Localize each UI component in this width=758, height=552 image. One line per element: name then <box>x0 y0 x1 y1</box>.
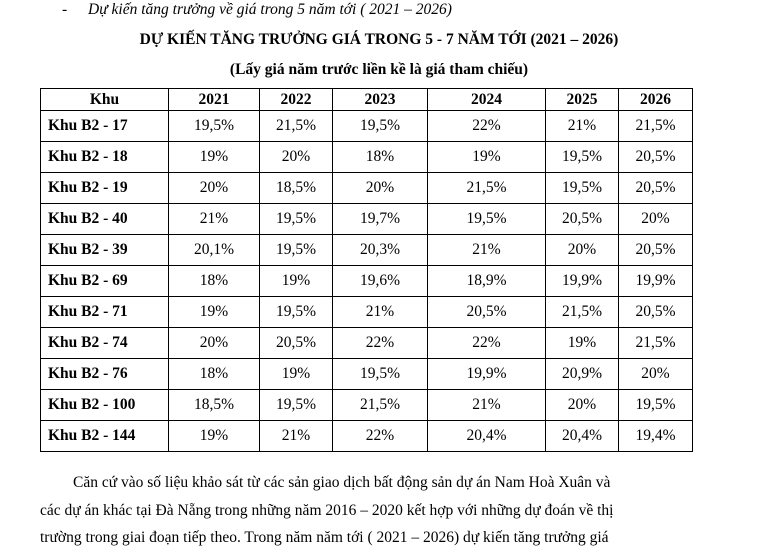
value-cell: 19% <box>546 328 619 359</box>
zone-cell: Khu B2 - 144 <box>41 421 169 452</box>
value-cell: 21% <box>546 111 619 142</box>
table-row <box>41 142 693 173</box>
value-cell: 20,5% <box>260 328 333 359</box>
table-row <box>41 390 693 421</box>
value-cell: 18,5% <box>260 173 333 204</box>
zone-cell: Khu B2 - 40 <box>41 204 169 235</box>
value-cell: 20% <box>169 328 260 359</box>
zone-cell: Khu B2 - 76 <box>41 359 169 390</box>
value-cell: 21% <box>333 297 428 328</box>
header-cell: 2022 <box>260 89 333 111</box>
value-cell: 20,1% <box>169 235 260 266</box>
table-row <box>41 204 693 235</box>
table-header-row <box>41 89 693 111</box>
table-title: DỰ KIẾN TĂNG TRƯỞNG GIÁ TRONG 5 - 7 NĂM TỚI (2021 – 2026) <box>139 31 619 48</box>
zone-cell: Khu B2 - 71 <box>41 297 169 328</box>
value-cell: 20,9% <box>546 359 619 390</box>
header-cell: 2026 <box>619 89 693 111</box>
value-cell: 21% <box>169 204 260 235</box>
value-cell: 19% <box>260 266 333 297</box>
value-cell: 20,3% <box>333 235 428 266</box>
bullet-text: Dự kiến tăng trưởng về giá trong 5 năm tới ( 2021 – 2026) <box>88 1 452 18</box>
value-cell: 20% <box>546 235 619 266</box>
value-cell: 21,5% <box>546 297 619 328</box>
value-cell: 20,5% <box>619 297 693 328</box>
value-cell: 20,5% <box>619 142 693 173</box>
value-cell: 22% <box>333 328 428 359</box>
zone-cell: Khu B2 - 18 <box>41 142 169 173</box>
table-subtitle: (Lấy giá năm trước liền kề là giá tham chiếu) <box>229 61 529 78</box>
value-cell: 21,5% <box>619 328 693 359</box>
value-cell: 18% <box>169 359 260 390</box>
value-cell: 20% <box>260 142 333 173</box>
bullet-line <box>62 1 452 19</box>
value-cell: 20% <box>619 204 693 235</box>
value-cell: 21,5% <box>619 111 693 142</box>
table-row <box>41 173 693 204</box>
header-cell: 2023 <box>333 89 428 111</box>
value-cell: 20,5% <box>546 204 619 235</box>
value-cell: 21% <box>428 390 546 421</box>
value-cell: 19,5% <box>428 204 546 235</box>
zone-cell: Khu B2 - 39 <box>41 235 169 266</box>
header-cell: 2024 <box>428 89 546 111</box>
value-cell: 19,5% <box>333 359 428 390</box>
value-cell: 19,6% <box>333 266 428 297</box>
value-cell: 19,9% <box>428 359 546 390</box>
value-cell: 20,5% <box>619 235 693 266</box>
value-cell: 20,5% <box>428 297 546 328</box>
table-row <box>41 111 693 142</box>
value-cell: 20,4% <box>546 421 619 452</box>
value-cell: 19% <box>169 297 260 328</box>
body-paragraph <box>40 469 693 552</box>
value-cell: 19% <box>169 421 260 452</box>
value-cell: 18% <box>169 266 260 297</box>
value-cell: 19,4% <box>619 421 693 452</box>
table-row <box>41 359 693 390</box>
header-cell: 2025 <box>546 89 619 111</box>
table-row <box>41 266 693 297</box>
value-cell: 21% <box>428 235 546 266</box>
value-cell: 20% <box>333 173 428 204</box>
value-cell: 19,5% <box>260 204 333 235</box>
value-cell: 22% <box>333 421 428 452</box>
value-cell: 19,5% <box>169 111 260 142</box>
value-cell: 19,5% <box>333 111 428 142</box>
value-cell: 19% <box>428 142 546 173</box>
zone-cell: Khu B2 - 17 <box>41 111 169 142</box>
zone-cell: Khu B2 - 19 <box>41 173 169 204</box>
value-cell: 20% <box>546 390 619 421</box>
table-row <box>41 421 693 452</box>
value-cell: 19,9% <box>619 266 693 297</box>
value-cell: 18% <box>333 142 428 173</box>
growth-table <box>40 88 693 452</box>
value-cell: 18,9% <box>428 266 546 297</box>
value-cell: 19,5% <box>260 235 333 266</box>
value-cell: 21,5% <box>260 111 333 142</box>
value-cell: 20,5% <box>619 173 693 204</box>
zone-cell: Khu B2 - 69 <box>41 266 169 297</box>
zone-cell: Khu B2 - 74 <box>41 328 169 359</box>
table-row <box>41 235 693 266</box>
bullet-dash: - <box>62 1 68 18</box>
paragraph-line: trường trong giai đoạn tiếp theo. Trong năm năm tới ( 2021 – 2026) dự kiến tăng trưởng giá <box>40 529 609 546</box>
paragraph-line: Căn cứ vào số liệu khảo sát từ các sản giao dịch bất động sản dự án Nam Hoà Xuân và <box>73 474 611 491</box>
header-cell: Khu <box>41 89 169 111</box>
value-cell: 19,9% <box>546 266 619 297</box>
value-cell: 22% <box>428 111 546 142</box>
value-cell: 20% <box>169 173 260 204</box>
value-cell: 21,5% <box>333 390 428 421</box>
value-cell: 20,4% <box>428 421 546 452</box>
value-cell: 22% <box>428 328 546 359</box>
value-cell: 19,5% <box>546 142 619 173</box>
value-cell: 21,5% <box>428 173 546 204</box>
paragraph-line: các dự án khác tại Đà Nẵng trong những năm 2016 – 2020 kết hợp với những dự đoán về thị <box>40 501 614 519</box>
zone-cell: Khu B2 - 100 <box>41 390 169 421</box>
value-cell: 21% <box>260 421 333 452</box>
value-cell: 19% <box>260 359 333 390</box>
value-cell: 19,5% <box>546 173 619 204</box>
value-cell: 19,7% <box>333 204 428 235</box>
value-cell: 18,5% <box>169 390 260 421</box>
value-cell: 19,5% <box>619 390 693 421</box>
value-cell: 20% <box>619 359 693 390</box>
table-row <box>41 297 693 328</box>
value-cell: 19,5% <box>260 390 333 421</box>
value-cell: 19% <box>169 142 260 173</box>
value-cell: 19,5% <box>260 297 333 328</box>
header-cell: 2021 <box>169 89 260 111</box>
table-row <box>41 328 693 359</box>
